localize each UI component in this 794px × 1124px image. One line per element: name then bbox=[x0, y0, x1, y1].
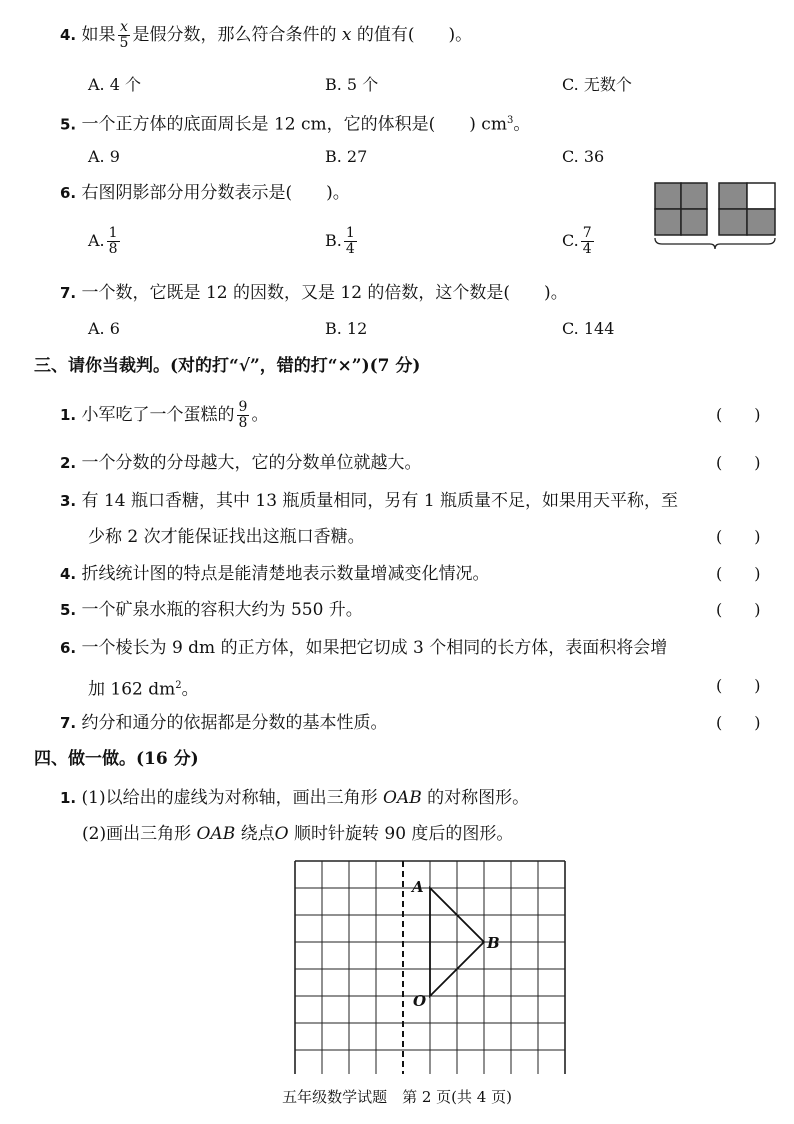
q4-post2: 的值有( )。 bbox=[356, 25, 473, 45]
judge-item-4 bbox=[60, 563, 490, 585]
item-text: 一个矿泉水瓶的容积大约为 550 升。 bbox=[81, 600, 363, 620]
q6-option-b: B. $\frac{1}{4}$ bbox=[325, 225, 355, 257]
cell bbox=[747, 209, 775, 235]
judge-item-2 bbox=[60, 452, 422, 474]
item-text: 一个分数的分母越大，它的分数单位就越大。 bbox=[81, 453, 422, 473]
item-text: 约分和通分的依据都是分数的基本性质。 bbox=[81, 713, 388, 733]
fraction-9-over-8: $\frac{9}{8}$ bbox=[238, 399, 248, 431]
task-text: 的对称图形。 bbox=[427, 788, 530, 808]
label-a: A bbox=[412, 878, 424, 896]
q7-option-b: B. 12 bbox=[325, 319, 368, 338]
q7-option-a: A. 6 bbox=[88, 319, 120, 338]
judge-item-3 bbox=[60, 490, 678, 512]
q7-text: 一个数，它既是 12 的因数，又是 12 的倍数，这个数是( )。 bbox=[81, 283, 568, 303]
q5-text: 一个正方体的底面周长是 12 cm，它的体积是( ) cm bbox=[81, 114, 507, 135]
task-text: 绕点 bbox=[240, 824, 275, 844]
q5-sup: 3 bbox=[506, 115, 514, 126]
q4-post: 是假分数，那么符合条件的 bbox=[132, 25, 337, 45]
task-1-part-2 bbox=[82, 823, 513, 845]
section-4-title: 四、做一做。(16 分) bbox=[34, 749, 199, 769]
item-number: 7. bbox=[60, 714, 77, 732]
task-text: (2)画出三角形 bbox=[82, 824, 192, 844]
question-7 bbox=[60, 282, 568, 304]
item-text: 一个棱长为 9 dm 的正方体，如果把它切成 3 个相同的长方体，表面积将会增 bbox=[81, 638, 668, 658]
item-text: 有 14 瓶口香糖，其中 13 瓶质量相同，另有 1 瓶质量不足，如果用天平称，至 bbox=[81, 491, 679, 511]
section-3-title: 三、请你当裁判。(对的打“√”，错的打“×”)(7 分) bbox=[34, 356, 421, 376]
label-o: O bbox=[413, 992, 427, 1010]
item-sup: 2 bbox=[175, 680, 182, 691]
drawing-grid[interactable] bbox=[290, 858, 570, 1074]
task-text: 顺时针旋转 90 度后的图形。 bbox=[293, 824, 514, 844]
answer-blank[interactable]: ( ) bbox=[716, 527, 761, 546]
brace bbox=[655, 238, 775, 249]
judge-item-6 bbox=[60, 637, 667, 659]
triangle-name: OAB bbox=[383, 788, 422, 808]
item-text: 加 162 dm bbox=[88, 679, 176, 700]
cell bbox=[681, 183, 707, 209]
question-6 bbox=[60, 182, 350, 204]
q6-text: 右图阴影部分用分数表示是( )。 bbox=[81, 183, 350, 203]
shaded-squares-figure bbox=[652, 180, 782, 250]
q4-option-a: A. 4 个 bbox=[88, 75, 141, 94]
triangle-name: OAB bbox=[196, 824, 236, 844]
judge-item-6-line-2 bbox=[88, 675, 199, 701]
square-right bbox=[719, 183, 775, 235]
answer-blank[interactable]: ( ) bbox=[716, 405, 761, 424]
item-end: 。 bbox=[251, 405, 269, 425]
item-number: 5. bbox=[60, 601, 77, 619]
cell bbox=[719, 183, 747, 209]
variable-x: x bbox=[341, 25, 352, 45]
answer-blank[interactable]: ( ) bbox=[716, 676, 761, 695]
judge-item-1 bbox=[60, 400, 268, 431]
fraction-x-over-5: $\frac{x}{5}$ bbox=[119, 19, 129, 51]
page-footer: 五年级数学试题 第 2 页(共 4 页) bbox=[282, 1088, 512, 1106]
q6-option-a: A. $\frac{1}{8}$ bbox=[88, 225, 118, 257]
cell bbox=[681, 209, 707, 235]
fraction: $\frac{1}{4}$ bbox=[345, 225, 355, 257]
fraction: $\frac{1}{8}$ bbox=[108, 225, 118, 257]
q5-option-a: A. 9 bbox=[88, 147, 120, 166]
answer-blank[interactable]: ( ) bbox=[716, 600, 761, 619]
judge-item-7 bbox=[60, 712, 388, 734]
question-number: 6. bbox=[60, 184, 77, 202]
q5-option-c: C. 36 bbox=[562, 147, 605, 166]
item-number: 2. bbox=[60, 454, 77, 472]
cell bbox=[719, 209, 747, 235]
item-number: 4. bbox=[60, 565, 77, 583]
cell bbox=[747, 183, 775, 209]
item-text: 折线统计图的特点是能清楚地表示数量增减变化情况。 bbox=[81, 564, 490, 584]
q6-option-c: C. $\frac{7}{4}$ bbox=[562, 225, 592, 257]
item-text: 小军吃了一个蛋糕的 bbox=[81, 405, 235, 425]
fraction: $\frac{7}{4}$ bbox=[582, 225, 592, 257]
q7-option-c: C. 144 bbox=[562, 319, 615, 338]
judge-item-3-line-2: 少称 2 次才能保证找出这瓶口香糖。 bbox=[88, 527, 365, 547]
answer-blank[interactable]: ( ) bbox=[716, 564, 761, 583]
question-5 bbox=[60, 110, 530, 136]
question-4 bbox=[60, 20, 472, 51]
item-number: 6. bbox=[60, 639, 77, 657]
question-number: 4. bbox=[60, 26, 77, 44]
answer-blank[interactable]: ( ) bbox=[716, 453, 761, 472]
square-left bbox=[655, 183, 707, 235]
point-name: O bbox=[274, 824, 289, 844]
label-b: B bbox=[487, 934, 500, 952]
question-number: 1. bbox=[60, 789, 77, 807]
task-text: (1)以给出的虚线为对称轴，画出三角形 bbox=[81, 788, 378, 808]
answer-blank[interactable]: ( ) bbox=[716, 713, 761, 732]
question-number: 7. bbox=[60, 284, 77, 302]
q5-option-b: B. 27 bbox=[325, 147, 368, 166]
q4-option-b: B. 5 个 bbox=[325, 75, 379, 94]
item-number: 1. bbox=[60, 406, 77, 424]
cell bbox=[655, 209, 681, 235]
judge-item-5 bbox=[60, 599, 363, 621]
q4-pre: 如果 bbox=[81, 25, 116, 45]
q5-end: 。 bbox=[513, 114, 531, 135]
question-number: 5. bbox=[60, 115, 77, 134]
q4-option-c: C. 无数个 bbox=[562, 75, 632, 94]
cell bbox=[655, 183, 681, 209]
item-number: 3. bbox=[60, 492, 77, 510]
task-1-part-1 bbox=[60, 787, 529, 809]
item-end: 。 bbox=[181, 679, 199, 700]
